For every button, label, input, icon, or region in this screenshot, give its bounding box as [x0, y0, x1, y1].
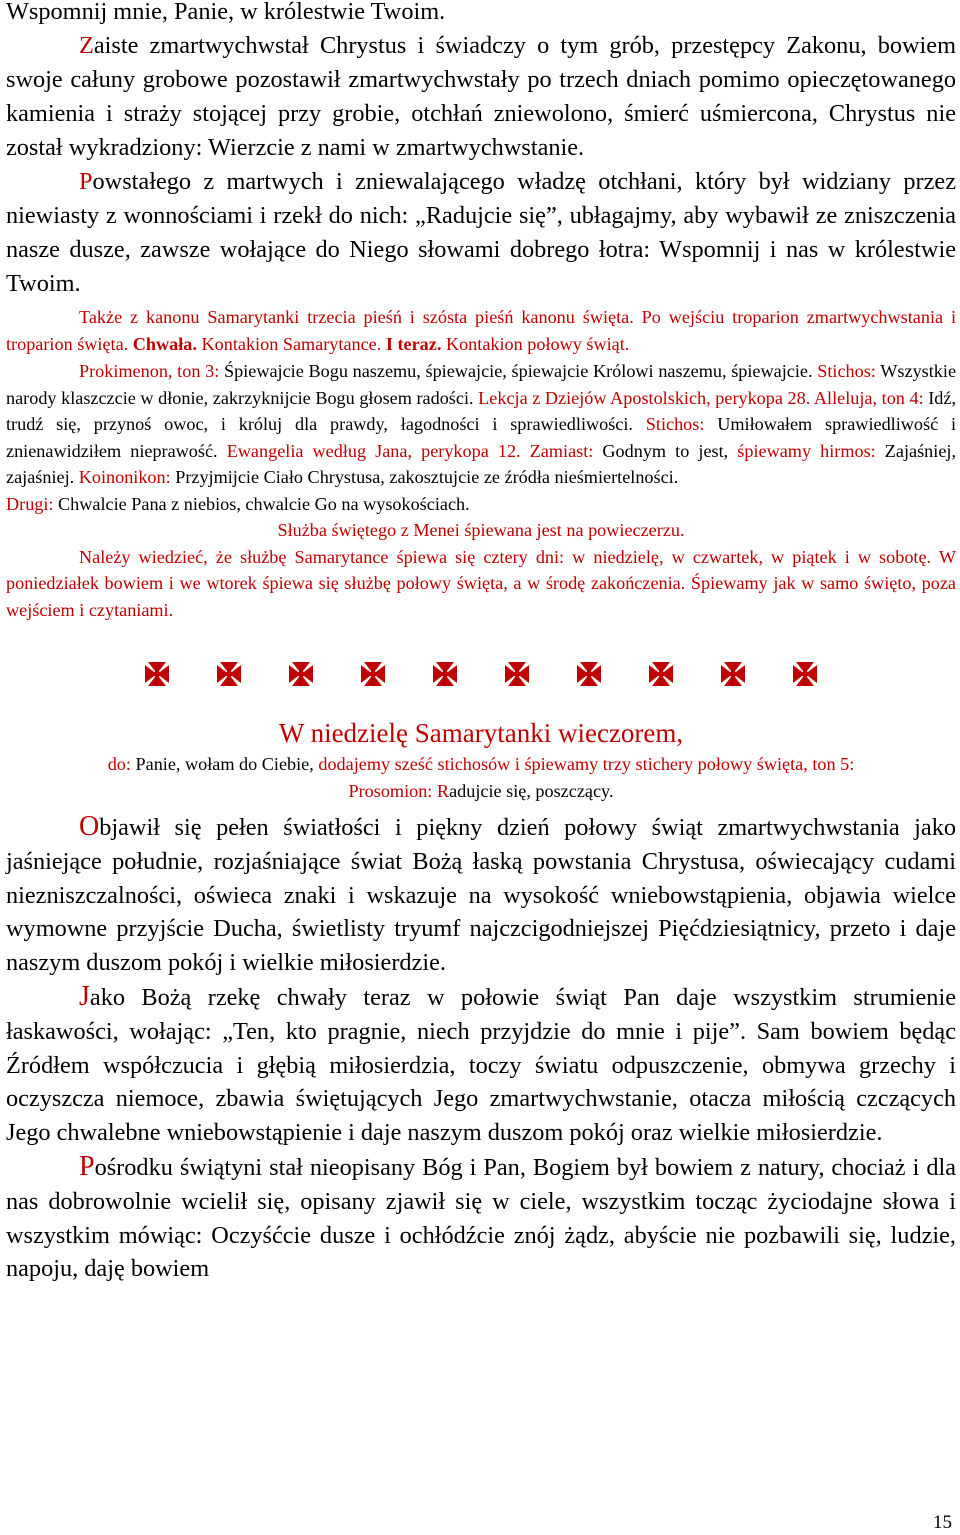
panie-text: Panie, wołam do Ciebie,	[135, 754, 314, 774]
alleluja-text: Idź, trudź się, przynoś owoc, i króluj dla prawdy, łagodności i sprawiedliwości.	[6, 387, 957, 434]
sticheron-3	[6, 1150, 956, 1286]
stichos-label: Stichos:	[817, 361, 876, 381]
prosomion-line	[6, 778, 956, 805]
paragraph-powstalego	[6, 165, 956, 301]
cross-icon	[646, 659, 676, 689]
hirmos-text: Zajaśniej, zajaśniej.	[6, 440, 957, 487]
lekcja-label: Lekcja z Dziejów Apostolskich, perykopa 28.	[478, 387, 811, 408]
cross-icon	[502, 659, 532, 689]
prosomion-initial: R	[436, 780, 450, 801]
rubric-kontakion-samarytance: Kontakion Samarytance.	[201, 333, 382, 354]
prosomion-text: adujcie się, poszczący.	[449, 780, 614, 801]
paragraph-zaiste	[6, 29, 956, 165]
zamiast-label: Zamiast:	[529, 440, 594, 461]
cross-icon	[430, 659, 460, 689]
stichos-text-2: Umiłowałem sprawiedliwość i znienawidziłem nieprawość.	[6, 414, 957, 461]
drugi-label: Drugi:	[6, 493, 54, 514]
page-number: 15	[933, 1512, 952, 1533]
hirmos-label: śpiewamy hirmos:	[737, 440, 876, 461]
rubric-kanon-text: Także z kanonu Samarytanki trzecia pieśń i szósta pieśń kanonu święta.	[79, 307, 634, 327]
cross-icon	[214, 659, 244, 689]
rubric-do-line	[6, 751, 956, 778]
paragraph-text: owstałego z martwych i zniewalającego władzę otchłani, który był widziany przez niewiasty z wonnościami i rzekł do nich: „Radujcie się”, ubłagajmy, aby wybawił ze zniszczenia nasze dusze, zawsze wołające do Niego słowami dobrego łotra: Wspomnij i nas w królestwie Twoim.	[6, 168, 956, 297]
cross-icon	[142, 659, 172, 689]
sticheron-2	[6, 980, 956, 1150]
drop-initial: Z	[79, 32, 94, 59]
koinonikon-text: Przyjmijcie Ciało Chrystusa, zakosztujcie ze źródła nieśmiertelności.	[175, 467, 679, 487]
rubric-i-teraz: I teraz.	[385, 333, 442, 354]
ewangelia-label: Ewangelia według Jana, perykopa 12.	[226, 440, 521, 461]
rubric-chwala: Chwała.	[132, 333, 197, 354]
sticheron-text: ako Bożą rzekę chwały teraz w połowie świąt Pan daje wszystkim strumienie łaskawości, wołając: „Ten, kto pragnie, niech przyjdzie do mnie i pije”. Sam bowiem będąc Źródłem współczucia i głębią miłosierdzia, toczy światu odpuszczenie, obmywa grzechy i oczyszcza niemoce, zbawia świętujących Jego zmartwychwstanie, otacza miłością czczących Jego chwalebne wniebowstąpienie i daje naszym duszom pokój oraz wielkie miłosierdzie.	[6, 983, 956, 1147]
cross-icon	[286, 659, 316, 689]
zamiast-text: Godnym to jest,	[602, 440, 729, 461]
prokimenon-label: Prokimenon, ton 3:	[79, 361, 220, 381]
rubric-note: Należy wiedzieć, że służbę Samarytance śpiewa się cztery dni: w niedzielę, w czwartek, w piątek i w sobotę. W poniedziałek bowiem i we wtorek śpiewa się służbę połowy święta, a w środę zakończenia. Śpiewamy jak w samo święto, poza wejściem i czytaniami.	[6, 546, 956, 620]
do-label: do:	[107, 754, 131, 774]
cross-icon	[790, 659, 820, 689]
drop-initial: O	[79, 811, 100, 842]
drop-initial: J	[79, 980, 90, 1012]
stichos-text: Wszystkie narody klaszczcie w dłonie, zakrzyknijcie Bogu głosem radości.	[6, 361, 957, 408]
sticheron-text: bjawił się pełen światłości i piękny dzień połowy świąt zmartwychwstania jako jaśniejące południe, rozjaśniające świat Bożą łaską powstania Chrystusa, oświecający cudami niezniszczalności, oświeca znaki i wskazuje na wysokość wniebowstąpienia, objawia wielce wymowne przyjście Ducha, świetlisty tryumf najczcigodniejszej Pięćdziesiątnicy, przeto i daje naszym duszom pokój i wielkie miłosierdzie.	[6, 814, 956, 977]
document-page	[6, 0, 956, 1286]
stichos-label-2: Stichos:	[645, 414, 705, 434]
prokimenon-text: Śpiewajcie Bogu naszemu, śpiewajcie, śpiewajcie Królowi naszemu, śpiewajcie.	[224, 361, 813, 381]
drop-initial: P	[79, 168, 93, 195]
alleluja-label: Alleluja, ton 4:	[813, 387, 924, 408]
drugi-text: Chwalcie Pana z niebios, chwalcie Go na wysokościach.	[58, 493, 470, 514]
cross-icon	[574, 659, 604, 689]
prosomion-label: Prosomion:	[348, 780, 433, 801]
koinonikon-label: Koinonikon:	[78, 467, 171, 487]
section-heading: W niedzielę Samarytanki wieczorem,	[278, 718, 684, 748]
cross-icon	[718, 659, 748, 689]
cross-divider	[6, 659, 956, 689]
do-rest: dodajemy sześć stichosów i śpiewamy trzy stichery połowy święta, ton 5:	[318, 754, 855, 774]
rubric-sluzba: Służba świętego z Menei śpiewana jest na powieczerzu.	[277, 520, 685, 540]
rubric-troparion: Po wejściu troparion zmartwychwstania i troparion święta.	[6, 307, 957, 354]
rubric-kontakion-polowy: Kontakion połowy świąt.	[445, 333, 630, 354]
rubric-kanon	[6, 304, 956, 357]
drop-initial: P	[79, 1150, 95, 1182]
sticheron-text: ośrodku świątyni stał nieopisany Bóg i Pan, Bogiem był bowiem z natury, chociaż i dla nas dobrowolnie wcielił się, opisany zjawił się w ciele, wszystkim tocząc życiodajne słowa i wszystkim mówiąc: Oczyśćcie dusze i ochłódźcie znój żądz, abyście nie pozbawili się, ludzie, napoju, daję bowiem	[6, 1153, 956, 1283]
cross-icon	[358, 659, 388, 689]
paragraph-text: aiste zmartwychwstał Chrystus i świadczy o tym grób, przestępcy Zakonu, bowiem swoje całuny grobowe pozostawił zmartwychwstały po trzech dniach pomimo opieczętowanego kamienia i straży stojącej przy grobie, otchłań zniewolono, śmierć uśmiercona, Chrystus nie został wykradziony: Wierzcie z nami w zmartwychwstanie.	[6, 32, 956, 161]
text-line-top: Wspomnij mnie, Panie, w królestwie Twoim.	[6, 0, 446, 25]
rubric-prokimenon-block	[6, 358, 956, 517]
sticheron-1	[6, 810, 956, 980]
